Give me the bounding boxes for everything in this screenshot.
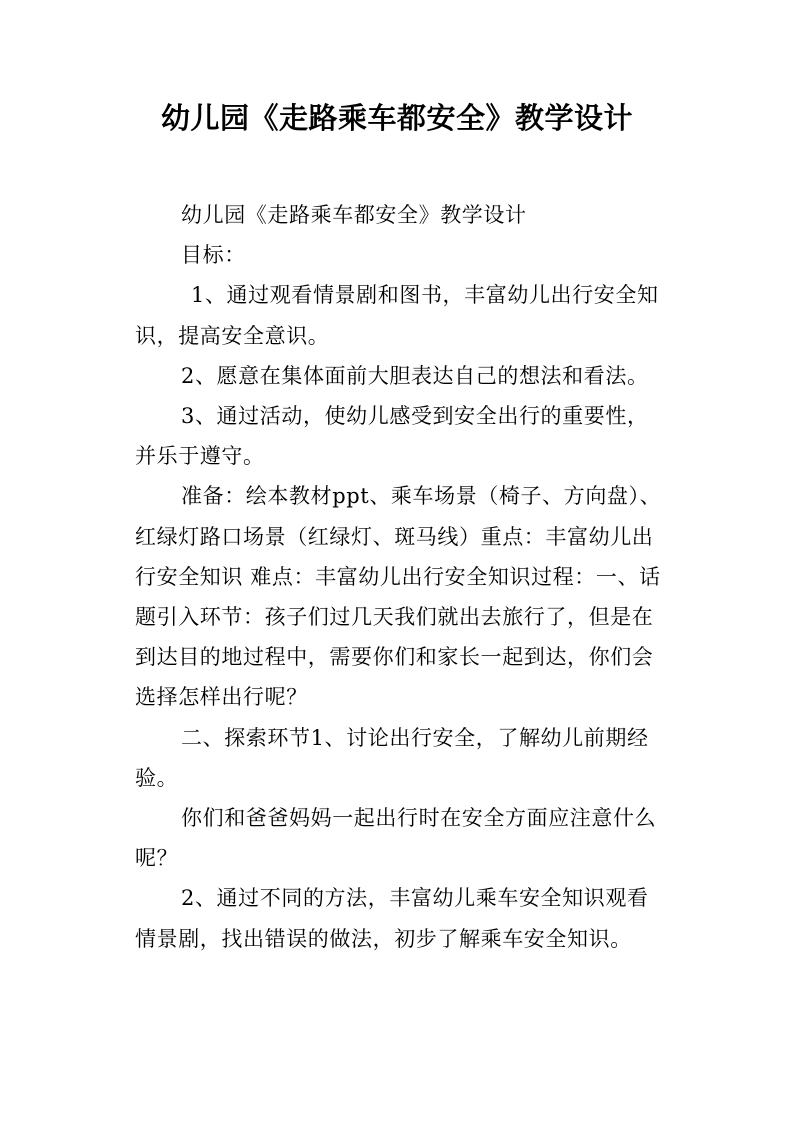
paragraph-goals-label: 目标： [181,243,246,268]
paragraph-explore: 二、探索环节1、讨论出行安全，了解幼儿前期经验。 [135,725,649,790]
paragraph-question: 你们和爸爸妈妈一起出行时在安全方面应注意什么呢？ [135,806,657,871]
paragraph-goal-2: 2、愿意在集体面前大胆表达自己的想法和看法。 [181,363,649,388]
paragraph-goal-3: 3、通过活动，使幼儿感受到安全出行的重要性，并乐于遵守。 [135,404,649,469]
document-title: 幼儿园《走路乘车都安全》教学设计 [160,101,633,135]
paragraph-heading: 幼儿园《走路乘车都安全》教学设计 [181,203,527,227]
paragraph-preparation: 准备：绘本教材ppt、乘车场景（椅子、方向盘）、红绿灯路口场景（红绿灯、斑马线）重点：丰富幼儿出行安全知识 难点：丰富幼儿出行安全知识过程：一、话题引入环节：孩子们过几天我们就出去旅行了，但是在到达目的地过程中，需要你们和家长一起到达，你们会选择怎样出行呢？ [135,484,662,710]
paragraph-method: 2、通过不同的方法，丰富幼儿乘车安全知识观看情景剧，找出错误的做法，初步了解乘车安全知识。 [135,886,649,951]
document-body [135,195,665,959]
paragraph-goal-1: 1、通过观看情景剧和图书，丰富幼儿出行安全知识，提高安全意识。 [135,283,659,348]
